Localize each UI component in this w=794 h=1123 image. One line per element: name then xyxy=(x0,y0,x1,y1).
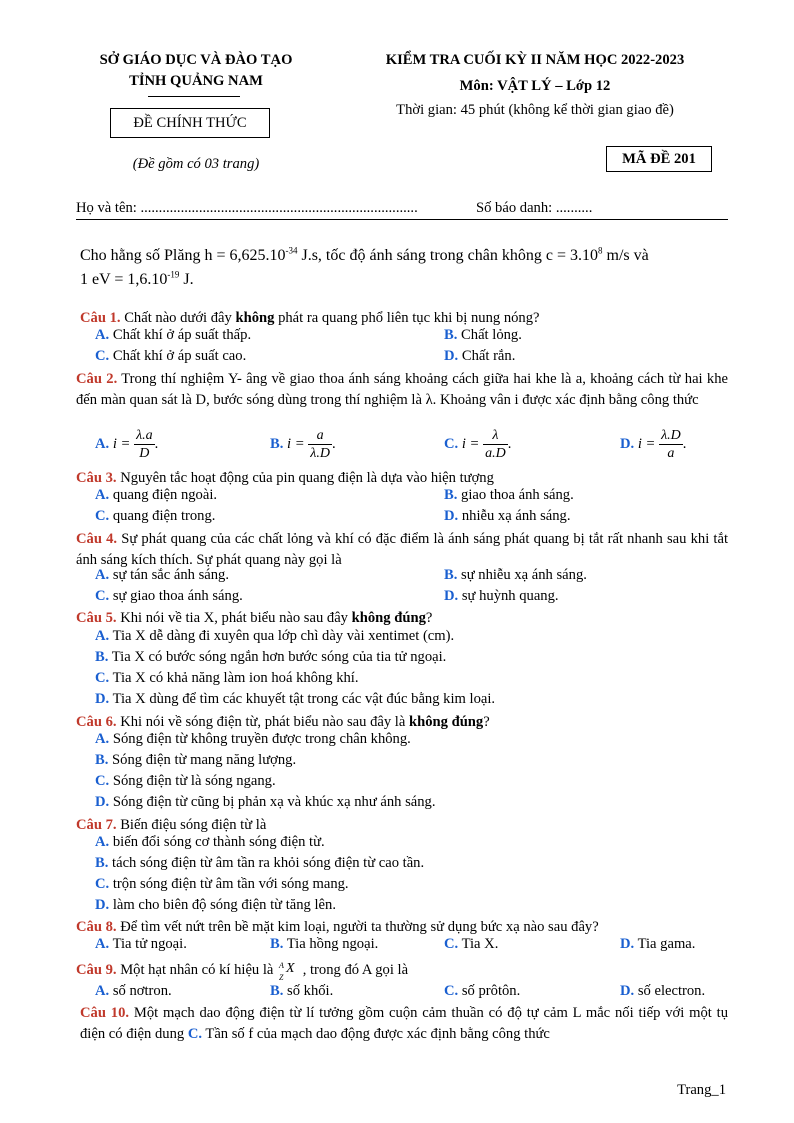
question-emphasis: không xyxy=(235,310,275,326)
q9-option-a[interactable] xyxy=(95,983,172,1000)
option-letter: A. xyxy=(95,731,110,747)
q4-option-d[interactable] xyxy=(444,588,559,605)
question-2 xyxy=(76,369,728,411)
option-text: Tia X có bước sóng ngắn hơn bước sóng của tia tử ngoại. xyxy=(111,649,447,665)
q6-option-a[interactable] xyxy=(95,731,411,748)
option-letter: B. xyxy=(444,487,458,503)
constants-text-1: Cho hằng số Plăng h = 6,625.10 xyxy=(80,247,286,264)
exam-time: Thời gian: 45 phút (không kể thời gian giao đề) xyxy=(396,102,674,118)
official-label: ĐỀ CHÍNH THỨC xyxy=(133,115,247,131)
formula-lhs: i = xyxy=(461,435,480,452)
element-symbol: X xyxy=(286,961,295,976)
question-text: Một mạch dao động điện từ lí tưởng gồm cuộn cảm thuần có độ tự cảm L mắc nối tiếp với một tụ điện có điện dung xyxy=(80,1005,729,1042)
question-4 xyxy=(76,529,728,571)
option-text: số electron. xyxy=(637,983,706,999)
option-letter: C. xyxy=(95,876,110,892)
question-text: Sự phát quang của các chất lỏng và khí có đặc điểm là ánh sáng phát quang bị tắt rất nhanh sau khi tắt ánh sáng kích thích. Sự phát quang này gọi là xyxy=(76,531,728,568)
question-label: Câu 3. xyxy=(76,470,117,486)
constants-text-5: J. xyxy=(179,271,194,288)
q5-option-b[interactable] xyxy=(95,649,446,666)
student-name-field: Họ và tên: ............................................................................ xyxy=(76,200,418,216)
page-number: Trang_1 xyxy=(677,1082,726,1098)
constants-text-4: 1 eV = 1,6.10 xyxy=(80,271,168,288)
option-letter: D. xyxy=(444,508,459,524)
option-letter: B. xyxy=(270,936,284,952)
question-7 xyxy=(76,815,728,836)
option-text: sự nhiễu xạ ánh sáng. xyxy=(461,567,587,583)
q5-option-d[interactable] xyxy=(95,691,495,708)
q8-option-c[interactable] xyxy=(444,936,498,953)
question-text: phát ra quang phổ liên tục khi bị nung nóng? xyxy=(274,310,540,326)
header-divider xyxy=(76,219,728,220)
question-6 xyxy=(76,712,728,733)
fraction-denominator: a xyxy=(667,446,675,461)
q3-option-a[interactable] xyxy=(95,487,217,504)
option-letter: A. xyxy=(95,567,110,583)
option-letter: D. xyxy=(444,588,459,604)
q6-option-d[interactable] xyxy=(95,794,436,811)
option-text: Tia tử ngoại. xyxy=(112,936,187,952)
q9-option-d[interactable] xyxy=(620,983,705,1000)
option-letter: D. xyxy=(95,691,110,707)
question-3 xyxy=(76,468,728,489)
constants-exp-1: -34 xyxy=(285,245,298,256)
option-text: Chất rắn. xyxy=(461,348,516,364)
option-letter: C. xyxy=(95,588,110,604)
q7-option-b[interactable] xyxy=(95,855,424,872)
question-10 xyxy=(80,1003,728,1045)
question-5 xyxy=(76,608,728,629)
q1-option-a[interactable] xyxy=(95,327,251,344)
option-letter: B. xyxy=(95,649,109,665)
question-text: Khi nói về tia X, phát biểu nào sau đây xyxy=(116,610,352,626)
q4-option-b[interactable] xyxy=(444,567,587,584)
option-text: nhiễu xạ ánh sáng. xyxy=(461,508,571,524)
option-letter: B. xyxy=(270,435,284,452)
q4-option-a[interactable] xyxy=(95,567,229,584)
q2-option-a[interactable]: A. i = $\frac{\lambda.a}{D}$ . xyxy=(95,428,159,461)
option-text: Tia X dễ dàng đi xuyên qua lớp chì dày vài xentimet (cm). xyxy=(112,628,455,644)
constants-text-3: m/s và xyxy=(602,247,649,264)
constants-exp-3: -19 xyxy=(167,269,180,280)
q3-option-d[interactable] xyxy=(444,508,570,525)
q3-option-b[interactable] xyxy=(444,487,574,504)
option-letter: D. xyxy=(620,936,635,952)
option-text: Tia X dùng để tìm các khuyết tật trong các vật đúc bằng kim loại. xyxy=(112,691,496,707)
question-label: Câu 6. xyxy=(76,714,117,730)
option-text: Sóng điện từ không truyền được trong chân không. xyxy=(112,731,411,747)
fraction-numerator: λ.D xyxy=(661,428,681,443)
fraction-numerator: λ.a xyxy=(136,428,153,443)
q1-option-b[interactable] xyxy=(444,327,522,344)
option-letter: C. xyxy=(95,348,110,364)
nuclide-symbol xyxy=(277,960,299,982)
subject: Môn: VẬT LÝ – Lớp 12 xyxy=(459,78,611,94)
question-label: Câu 2. xyxy=(76,371,118,387)
option-letter: B. xyxy=(444,327,458,343)
question-label: Câu 7. xyxy=(76,817,117,833)
question-emphasis: không đúng xyxy=(408,714,484,730)
option-letter: A. xyxy=(95,435,110,452)
department-line1: SỞ GIÁO DỤC VÀ ĐÀO TẠO xyxy=(99,52,293,68)
option-text: Tia hồng ngoại. xyxy=(286,936,379,952)
q8-option-b[interactable] xyxy=(270,936,378,953)
option-text: sự huỳnh quang. xyxy=(461,588,559,604)
option-letter: D. xyxy=(444,348,459,364)
option-text: số prôtôn. xyxy=(461,983,521,999)
q7-option-a[interactable] xyxy=(95,834,325,851)
question-label: Câu 10. xyxy=(80,1005,130,1021)
option-text: Tia X. xyxy=(461,936,499,952)
question-text: ? xyxy=(425,610,433,626)
fraction-numerator: λ xyxy=(483,427,508,445)
option-letter: A. xyxy=(95,327,110,343)
fraction-denominator: a.D xyxy=(485,446,506,461)
option-text: Sóng điện từ mang năng lượng. xyxy=(112,752,297,768)
question-text: Chất nào dưới đây xyxy=(120,310,236,326)
option-letter: C. xyxy=(95,670,110,686)
official-stamp xyxy=(110,108,270,138)
student-id-field: Số báo danh: .......... xyxy=(476,200,593,216)
fraction-denominator: D xyxy=(139,446,150,461)
option-letter: B. xyxy=(95,855,109,871)
option-text: Chất khí ở áp suất thấp. xyxy=(112,327,252,343)
option-text: quang điện trong. xyxy=(112,508,216,524)
q2-option-b[interactable]: B. i = $\frac{a}{\lambda.D}$ . xyxy=(270,428,336,461)
formula-lhs: i = xyxy=(112,435,131,452)
question-text: Khi nói về sóng điện từ, phát biểu nào sau đây là xyxy=(116,714,409,730)
question-label: Câu 8. xyxy=(76,919,117,935)
constants-text-2: J.s, tốc độ ánh sáng trong chân không c = 3.10 xyxy=(297,247,598,264)
option-text: Sóng điện từ cũng bị phản xạ và khúc xạ như ánh sáng. xyxy=(112,794,436,810)
option-text: số khối. xyxy=(287,983,334,999)
question-text: Để tìm vết nứt trên bề mặt kim loại, người ta thường sử dụng bức xạ nào sau đây? xyxy=(116,919,599,935)
question-text: , trong đó A gọi là xyxy=(299,962,409,978)
fraction-numerator: a xyxy=(308,427,332,445)
q6-option-c[interactable] xyxy=(95,773,276,790)
option-letter: C. xyxy=(95,508,110,524)
option-text: Chất lỏng. xyxy=(461,327,522,343)
option-letter: A. xyxy=(95,834,110,850)
option-letter: A. xyxy=(95,487,110,503)
formula-fraction xyxy=(659,427,683,462)
option-letter: A. xyxy=(95,936,110,952)
q1-option-d[interactable] xyxy=(444,348,515,365)
q4-option-c[interactable] xyxy=(95,588,243,605)
formula-lhs: i = xyxy=(287,435,305,452)
q9-option-c[interactable] xyxy=(444,983,520,1000)
option-text: Sóng điện từ là sóng ngang. xyxy=(112,773,276,789)
question-text: Tần số f của mạch dao động được xác định bằng công thức xyxy=(202,1026,550,1042)
question-1 xyxy=(80,308,732,329)
option-text: sự giao thoa ánh sáng. xyxy=(112,588,243,604)
option-letter: B. xyxy=(95,752,109,768)
option-text: biến đổi sóng cơ thành sóng điện từ. xyxy=(112,834,325,850)
option-text: Tia gama. xyxy=(637,936,696,952)
q8-option-d[interactable] xyxy=(620,936,695,953)
question-text: ? xyxy=(483,714,490,730)
question-text: Trong thí nghiệm Y- âng về giao thoa ánh sáng khoảng cách giữa hai khe là a, khoảng cách từ hai khe đến màn quan sát là D, bước sóng dùng trong thí nghiệm là λ. Khoảng vân i được xác định bằng công thức xyxy=(76,371,728,408)
q1-option-c[interactable] xyxy=(95,348,246,365)
q2-option-c[interactable]: C. i = $\frac{\lambda}{a.D}$ . xyxy=(444,428,512,461)
header-underline xyxy=(148,96,240,97)
option-letter: B. xyxy=(444,567,458,583)
formula-fraction xyxy=(483,427,508,462)
q9-option-b[interactable] xyxy=(270,983,333,1000)
question-text: Một hạt nhân có kí hiệu là xyxy=(116,962,278,978)
capacitance-symbol: C. xyxy=(187,1026,203,1042)
option-text: làm cho biên độ sóng điện từ tăng lên. xyxy=(112,897,336,913)
option-letter: C. xyxy=(95,773,110,789)
option-letter: D. xyxy=(95,897,110,913)
option-letter: C. xyxy=(444,936,459,952)
q8-option-a[interactable] xyxy=(95,936,187,953)
constants-exp-2: 8 xyxy=(598,245,603,256)
mass-number: A xyxy=(279,961,284,970)
exam-code-box xyxy=(606,146,712,172)
question-8 xyxy=(76,917,728,938)
q6-option-b[interactable] xyxy=(95,752,296,769)
question-9 xyxy=(76,960,728,981)
question-label: Câu 5. xyxy=(76,610,117,626)
constants-note xyxy=(80,244,728,292)
option-text: trộn sóng điện từ âm tần với sóng mang. xyxy=(112,876,349,892)
question-text: Biến điệu sóng điện từ là xyxy=(116,817,267,833)
option-letter: A. xyxy=(95,983,110,999)
fraction-denominator: λ.D xyxy=(310,446,330,461)
exam-title: KIỂM TRA CUỐI KỲ II NĂM HỌC 2022-2023 xyxy=(385,52,685,68)
option-letter: A. xyxy=(95,628,110,644)
q7-option-c[interactable] xyxy=(95,876,349,893)
q3-option-c[interactable] xyxy=(95,508,215,525)
option-text: giao thoa ánh sáng. xyxy=(461,487,574,503)
q2-option-d[interactable]: D. i = $\frac{\lambda.D}{a}$ . xyxy=(620,428,687,461)
option-letter: C. xyxy=(444,983,459,999)
question-emphasis: không đúng xyxy=(351,610,426,626)
option-letter: D. xyxy=(95,794,110,810)
formula-lhs: i = xyxy=(637,435,656,452)
question-label: Câu 1. xyxy=(80,310,121,326)
option-text: Chất khí ở áp suất cao. xyxy=(112,348,247,364)
q5-option-a[interactable] xyxy=(95,628,454,645)
formula-fraction xyxy=(134,427,155,462)
question-label: Câu 4. xyxy=(76,531,118,547)
option-text: Tia X có khả năng làm ion hoá không khí. xyxy=(112,670,359,686)
option-letter: D. xyxy=(620,435,635,452)
pages-note: (Đề gồm có 03 trang) xyxy=(132,156,260,172)
option-text: sự tán sắc ánh sáng. xyxy=(112,567,229,583)
q5-option-c[interactable] xyxy=(95,670,359,687)
atomic-number: Z xyxy=(279,973,284,982)
option-letter: D. xyxy=(620,983,635,999)
exam-code: MÃ ĐỀ 201 xyxy=(622,151,696,167)
formula-fraction xyxy=(308,427,332,462)
question-label: Câu 9. xyxy=(76,962,117,978)
option-text: quang điện ngoài. xyxy=(112,487,218,503)
department-line2: TỈNH QUẢNG NAM xyxy=(129,73,263,89)
option-letter: B. xyxy=(270,983,284,999)
q7-option-d[interactable] xyxy=(95,897,336,914)
option-text: tách sóng điện từ âm tần ra khỏi sóng điện từ cao tần. xyxy=(112,855,425,871)
option-letter: C. xyxy=(444,435,459,452)
question-text: Nguyên tắc hoạt động của pin quang điện là dựa vào hiện tượng xyxy=(116,470,494,486)
option-text: số nơtron. xyxy=(112,983,172,999)
